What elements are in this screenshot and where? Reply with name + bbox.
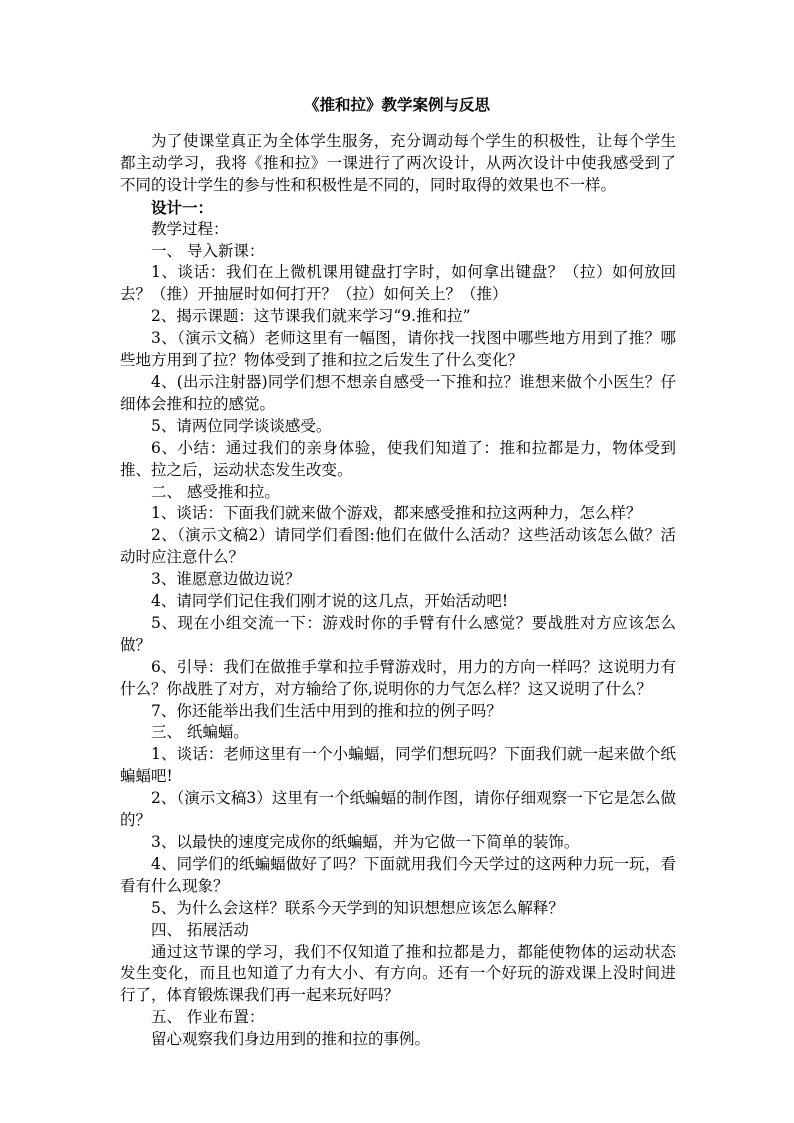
list-item: 3、谁愿意边做边说？ xyxy=(151,570,301,589)
document-body xyxy=(120,131,676,1051)
list-item: 5、请两位同学谈谈感受。 xyxy=(151,416,332,435)
document-title: 《推和拉》教学案例与反思 xyxy=(303,95,490,114)
part-heading-4: 四、 拓展活动 xyxy=(151,920,249,939)
extension-paragraph: 通过这节课的学习，我们不仅知道了推和拉都是力，都能使物体的运动状态发生变化，而且也知道了力有大小、有方向。还有一个好玩的游戏课上没时间进行了，体育锻炼课我们再一起来玩好吗？ xyxy=(120,942,676,1005)
list-item: 7、你还能举出我们生活中用到的推和拉的例子吗？ xyxy=(151,701,502,720)
list-item: 1、谈话：我们在上微机课用键盘打字时，如何拿出键盘？（拉）如何放回去？（推）开抽屉时如何打开？（拉）如何关上？（推） xyxy=(120,263,676,304)
list-item: 2、揭示课题：这节课我们就来学习“9.推和拉” xyxy=(151,307,471,326)
list-item: 4、请同学们记住我们刚才说的这几点，开始活动吧! xyxy=(151,592,509,611)
part-heading-1: 一、 导入新课： xyxy=(151,241,265,260)
list-item: 6、小结：通过我们的亲身体验，使我们知道了：推和拉都是力，物体受到推、拉之后，运动状态发生改变。 xyxy=(120,438,676,479)
intro-paragraph: 为了使课堂真正为全体学生服务，充分调动每个学生的积极性，让每个学生都主动学习，我将《推和拉》一课进行了两次设计，从两次设计中使我感受到了不同的设计学生的参与性和积极性是不同的，同时取得的效果也不一样。 xyxy=(120,132,676,194)
part-heading-5: 五、 作业布置： xyxy=(151,1008,265,1027)
part-heading-2: 二、 感受推和拉。 xyxy=(151,482,280,501)
list-item: 1、谈话：下面我们就来做个游戏，都来感受推和拉这两种力，怎么样？ xyxy=(151,504,642,523)
list-item: 4、同学们的纸蝙蝠做好了吗？下面就用我们今天学过的这两种力玩一玩，看看有什么现象？ xyxy=(120,854,676,895)
list-item: 5、现在小组交流一下：游戏时你的手臂有什么感觉？要战胜对方应该怎么做？ xyxy=(120,613,676,654)
list-item: 4、(出示注射器)同学们想不想亲自感受一下推和拉？谁想来做个小医生？仔细体会推和拉的感觉。 xyxy=(120,372,676,413)
part-heading-3: 三、 纸蝙蝠。 xyxy=(151,723,249,742)
section-heading-design-one: 设计一： xyxy=(151,197,214,217)
list-item: 5、为什么会这样？联系今天学到的知识想想应该怎么解释？ xyxy=(151,898,564,917)
list-item: 6、引导：我们在做推手掌和拉手臂游戏时，用力的方向一样吗？这说明力有什么？你战胜了对方，对方输给了你,说明你的力气怎么样？这又说明了什么？ xyxy=(120,657,676,698)
list-item: 2、（演示文稿3）这里有一个纸蝙蝠的制作图，请你仔细观察一下它是怎么做的？ xyxy=(120,789,676,830)
list-item: 3、（演示文稿）老师这里有一幅图，请你找一找图中哪些地方用到了推？哪些地方用到了拉？物体受到了推和拉之后发生了什么变化？ xyxy=(120,329,676,370)
teaching-process-label: 教学过程： xyxy=(151,219,229,238)
list-item: 2、（演示文稿2）请同学们看图:他们在做什么活动？这些活动该怎么做？活动时应注意什么？ xyxy=(120,526,676,567)
list-item: 3、以最快的速度完成你的纸蝙蝠，并为它做一下简单的装饰。 xyxy=(151,833,580,851)
homework-paragraph: 留心观察我们身边用到的推和拉的事例。 xyxy=(151,1030,431,1049)
list-item: 1、谈话：老师这里有一个小蝙蝠，同学们想玩吗？下面我们就一起来做个纸蝙蝠吧! xyxy=(120,745,676,786)
